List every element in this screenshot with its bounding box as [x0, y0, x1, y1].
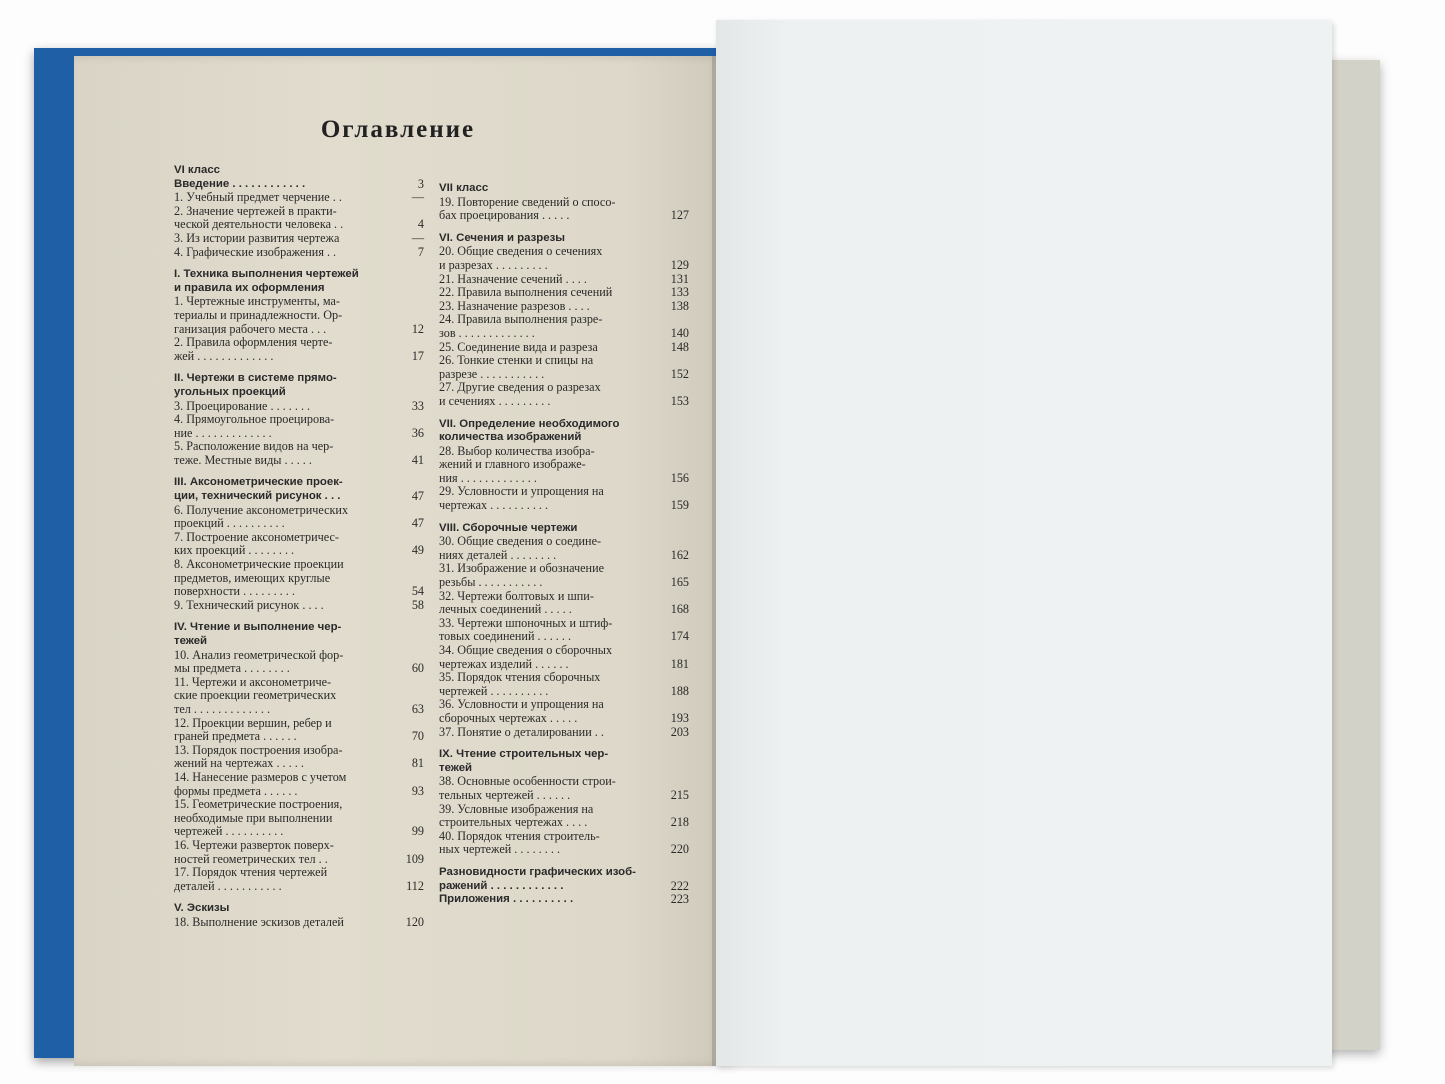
toc-entry-page: 93	[411, 783, 424, 798]
toc-section-heading	[439, 418, 689, 445]
toc-entry-page: 215	[670, 787, 689, 802]
toc-gap	[439, 223, 689, 232]
toc-entry-title: 15. Геометрические построения, необходимые при выполнении чертежей . . . . . . . . . .	[174, 797, 343, 839]
toc-section-heading	[439, 748, 689, 775]
toc-section-heading	[174, 178, 424, 192]
toc-entry-title: 32. Чертежи болтовых и шпи- лечных соединений . . . . .	[439, 588, 594, 617]
toc-entry-title: 4. Прямоугольное проецирова- ние . . . . . . . . . . . . .	[174, 412, 335, 440]
toc-entry	[439, 485, 689, 512]
toc-entry	[174, 440, 424, 467]
toc-entry-title: 23. Назначение разрезов . . . .	[439, 298, 590, 313]
toc-entry	[439, 196, 689, 223]
toc-entry	[174, 771, 424, 798]
toc-entry-page: 47	[411, 489, 424, 504]
toc-entry	[174, 649, 424, 676]
toc-entry-page: 60	[411, 661, 424, 676]
toc-entry	[439, 341, 689, 355]
toc-entry-title: 19. Повторение сведений о спосо- бах проецирования . . . . .	[439, 194, 616, 223]
toc-gap	[439, 513, 689, 522]
toc-entry-title: VII класс	[439, 182, 489, 194]
toc-entry-title: V. Эскизы	[174, 902, 230, 915]
toc-entry	[439, 644, 689, 671]
toc-entry-page: 168	[670, 602, 689, 617]
toc-entry-title: VI. Сечения и разрезы	[439, 231, 565, 244]
toc-entry	[174, 599, 424, 613]
toc-entry	[174, 798, 424, 839]
right-page-blank	[716, 20, 1332, 1066]
toc-entry	[439, 273, 689, 287]
toc-entry-title: 24. Правила выполнения разре- зов . . . . . . . . . . . . .	[439, 312, 603, 340]
toc-entry	[174, 246, 424, 260]
toc-entry-title: IX. Чтение строительных чер- тежей	[439, 748, 609, 774]
toc-column-right	[439, 182, 689, 907]
toc-entry	[439, 617, 689, 644]
toc-gap	[439, 409, 689, 418]
toc-entry	[174, 205, 424, 232]
toc-entry-page: 120	[405, 914, 424, 929]
toc-entry-title: 33. Чертежи шпоночных и штиф- товых соединений . . . . . .	[439, 615, 613, 644]
toc-entry-page: 70	[411, 729, 424, 744]
toc-entry	[439, 300, 689, 314]
toc-entry-title: 2. Правила оформления черте- жей . . . . . . . . . . . . .	[174, 335, 333, 363]
toc-entry-title: 28. Выбор количества изобра- жений и главного изображе- ния . . . . . . . . . . . . .	[439, 443, 595, 485]
toc-gap	[174, 259, 424, 268]
page-title: Оглавление	[320, 116, 476, 143]
toc-entry-page: 156	[670, 470, 689, 485]
toc-entry	[439, 830, 689, 857]
toc-entry	[174, 336, 424, 363]
toc-entry-title: 3. Проецирование . . . . . . .	[174, 398, 311, 413]
toc-entry-title: II. Чертежи в системе прямо- угольных проекций	[174, 372, 337, 398]
toc-entry-title: 6. Получение аксонометрических проекций . . . . . . . . . .	[174, 502, 349, 531]
toc-entry	[439, 726, 689, 740]
toc-entry-title: 13. Порядок построения изобра- жений на чертежах . . . . .	[174, 742, 343, 771]
toc-section-heading	[174, 268, 424, 295]
toc-entry-title: 16. Чертежи разверток поверх- ностей геометрических тел . .	[174, 837, 334, 866]
toc-entry-title: 14. Нанесение размеров с учетом формы предмета . . . . . .	[174, 769, 347, 798]
toc-entry-title: 7. Построение аксонометричес- ких проекций . . . . . . . .	[174, 529, 339, 558]
toc-entry-title: 9. Технический рисунок . . . .	[174, 597, 324, 612]
toc-entry-title: 18. Выполнение эскизов деталей	[174, 914, 344, 929]
toc-entry	[174, 504, 424, 531]
toc-entry-page: 41	[411, 452, 424, 467]
toc-entry-title: I. Техника выполнения чертежей и правила их оформления	[174, 268, 359, 294]
toc-entry	[439, 562, 689, 589]
toc-section-heading	[174, 164, 424, 178]
left-page	[74, 56, 722, 1066]
toc-entry-page: 33	[411, 398, 424, 413]
toc-entry	[174, 413, 424, 440]
toc-section-heading	[439, 232, 689, 246]
toc-entry-title: 1. Чертежные инструменты, ма- териалы и принадлежности. Ор- ганизация рабочего места . . .	[174, 294, 343, 336]
toc-entry-title: 39. Условные изображения на строительных чертежах . . . .	[439, 801, 594, 830]
toc-entry-page: 174	[670, 629, 689, 644]
toc-entry-page: 148	[670, 339, 689, 354]
toc-entry	[439, 775, 689, 802]
toc-entry	[174, 676, 424, 717]
toc-entry-title: 20. Общие сведения о сечениях и разрезах . . . . . . . . .	[439, 244, 603, 272]
toc-entry-page: 165	[670, 575, 689, 590]
toc-entry	[439, 313, 689, 340]
toc-entry	[439, 535, 689, 562]
toc-entry	[174, 400, 424, 414]
toc-entry-page: 138	[670, 298, 689, 313]
toc-entry-page: 4	[417, 217, 424, 232]
toc-entry-page: 54	[411, 584, 424, 599]
toc-entry	[439, 671, 689, 698]
toc-entry-page: 47	[411, 516, 424, 531]
toc-entry-page: 131	[670, 271, 689, 286]
toc-entry-page: 188	[670, 683, 689, 698]
toc-entry-page: 17	[411, 348, 424, 363]
toc-entry-title: 3. Из истории развития чертежа	[174, 230, 340, 245]
toc-entry-title: 11. Чертежи и аксонометриче- ские проекции геометрических тел . . . . . . . . . . . . .	[174, 674, 337, 716]
toc-entry-title: 12. Проекции вершин, ребер и граней предмета . . . . . .	[174, 715, 332, 744]
toc-entry	[439, 445, 689, 486]
toc-section-heading	[439, 522, 689, 536]
toc-entry-title: VIII. Сборочные чертежи	[439, 521, 578, 534]
toc-entry-title: 31. Изображение и обозначение резьбы . . . . . . . . . . .	[439, 561, 605, 590]
toc-entry-title: IV. Чтение и выполнение чер- тежей	[174, 621, 342, 647]
toc-entry	[174, 232, 424, 246]
toc-entry-title: 26. Тонкие стенки и спицы на разрезе . . . . . . . . . . .	[439, 353, 594, 381]
toc-entry-page: 109	[405, 851, 424, 866]
toc-entry-title: 35. Порядок чтения сборочных чертежей . . . . . . . . . .	[439, 670, 601, 698]
toc-entry	[174, 295, 424, 336]
toc-entry-page: 63	[411, 701, 424, 716]
toc-section-heading	[174, 372, 424, 399]
toc-entry-page: 36	[411, 425, 424, 440]
toc-entry-title: 8. Аксонометрические проекции предметов, имеющих круглые поверхности . . . . . . . . .	[174, 557, 344, 599]
toc-section-heading	[439, 182, 689, 196]
toc-entry-title: 37. Понятие о деталировании . .	[439, 724, 604, 739]
toc-section-heading	[174, 476, 424, 503]
toc-entry	[439, 354, 689, 381]
toc-entry-title: 17. Порядок чтения чертежей деталей . . . . . . . . . . .	[174, 865, 328, 893]
toc-entry-page: —	[411, 230, 424, 245]
toc-entry-title: 4. Графические изображения . .	[174, 244, 337, 259]
toc-entry-page: 222	[670, 878, 689, 893]
toc-entry-page: 153	[670, 393, 689, 408]
toc-entry	[174, 558, 424, 599]
toc-section-heading	[174, 902, 424, 916]
toc-gap	[174, 363, 424, 372]
toc-entry-page: 162	[670, 547, 689, 562]
toc-entry	[439, 245, 689, 272]
toc-entry-title: Приложения . . . . . . . . . .	[439, 893, 574, 906]
toc-entry-title: 36. Условности и упрощения на сборочных чертежах . . . . .	[439, 697, 604, 725]
toc-entry-page: 223	[670, 892, 689, 907]
toc-entry-title: 34. Общие сведения о сборочных чертежах изделий . . . . . .	[439, 643, 613, 671]
toc-gap	[174, 893, 424, 902]
toc-entry-title: 5. Расположение видов на чер- теже. Местные виды . . . . .	[174, 439, 334, 467]
toc-entry-page: 129	[670, 257, 689, 272]
toc-entry-page: 159	[670, 498, 689, 513]
toc-section-heading	[439, 866, 689, 893]
toc-entry-page: 99	[411, 824, 424, 839]
toc-entry	[439, 803, 689, 830]
toc-entry-title: 21. Назначение сечений . . . .	[439, 271, 587, 286]
toc-entry	[439, 590, 689, 617]
toc-entry-page: 58	[411, 597, 424, 612]
toc-entry	[439, 286, 689, 300]
toc-entry	[439, 381, 689, 408]
toc-entry-title: 40. Порядок чтения строитель- ных чертежей . . . . . . . .	[439, 828, 600, 857]
toc-entry-page: 3	[417, 176, 424, 191]
toc-entry	[174, 531, 424, 558]
toc-entry	[174, 916, 424, 930]
toc-column-left	[174, 164, 424, 929]
toc-gap	[439, 739, 689, 748]
toc-section-heading	[439, 893, 689, 907]
toc-entry	[174, 744, 424, 771]
toc-entry	[174, 717, 424, 744]
toc-entry-title: Разновидности графических изоб- ражений . . . . . . . . . . . .	[439, 865, 636, 892]
toc-entry-page: 140	[670, 325, 689, 340]
toc-entry-page: 112	[406, 878, 424, 893]
toc-entry-page: 7	[417, 244, 424, 259]
toc-gap	[174, 612, 424, 621]
toc-entry-page: 81	[411, 756, 424, 771]
toc-entry	[174, 839, 424, 866]
toc-entry-page: 133	[670, 285, 689, 300]
toc-entry-page: 218	[670, 815, 689, 830]
toc-entry-page: 181	[670, 656, 689, 671]
toc-entry-page: —	[411, 190, 424, 205]
toc-entry-title: 1. Учебный предмет черчение . .	[174, 190, 342, 205]
toc-entry-title: VII. Определение необходимого количества изображений	[439, 417, 620, 444]
toc-entry-title: 22. Правила выполнения сечений	[439, 285, 613, 300]
toc-entry-title: Введение . . . . . . . . . . . .	[174, 177, 306, 190]
toc-entry-title: VI класс	[174, 164, 221, 176]
toc-entry-title: III. Аксонометрические проек- ции, технический рисунок . . .	[174, 476, 343, 503]
toc-entry-title: 10. Анализ геометрической фор- мы предмета . . . . . . . .	[174, 647, 344, 676]
toc-entry-page: 49	[411, 543, 424, 558]
toc-entry	[174, 191, 424, 205]
toc-entry	[174, 866, 424, 893]
toc-entry-page: 127	[670, 208, 689, 223]
toc-entry-title: 2. Значение чертежей в практи- ческой деятельности человека . .	[174, 203, 344, 232]
toc-entry-title: 30. Общие сведения о соедине- ниях деталей . . . . . . . .	[439, 534, 602, 562]
toc-entry-title: 27. Другие сведения о разрезах и сечениях . . . . . . . . .	[439, 380, 601, 408]
toc-entry-title: 38. Основные особенности строи- тельных чертежей . . . . . .	[439, 774, 616, 802]
toc-entry-title: 29. Условности и упрощения на чертежах . . . . . . . . . .	[439, 484, 604, 513]
toc-entry-page: 12	[411, 321, 424, 336]
toc-entry-page: 193	[670, 710, 689, 725]
toc-section-heading	[174, 621, 424, 648]
toc-entry	[439, 698, 689, 725]
toc-gap	[174, 467, 424, 476]
toc-entry-title: 25. Соединение вида и разреза	[439, 339, 598, 354]
toc-entry-page: 203	[670, 724, 689, 739]
toc-entry-page: 220	[670, 842, 689, 857]
toc-gap	[439, 857, 689, 866]
toc-entry-page: 152	[670, 366, 689, 381]
